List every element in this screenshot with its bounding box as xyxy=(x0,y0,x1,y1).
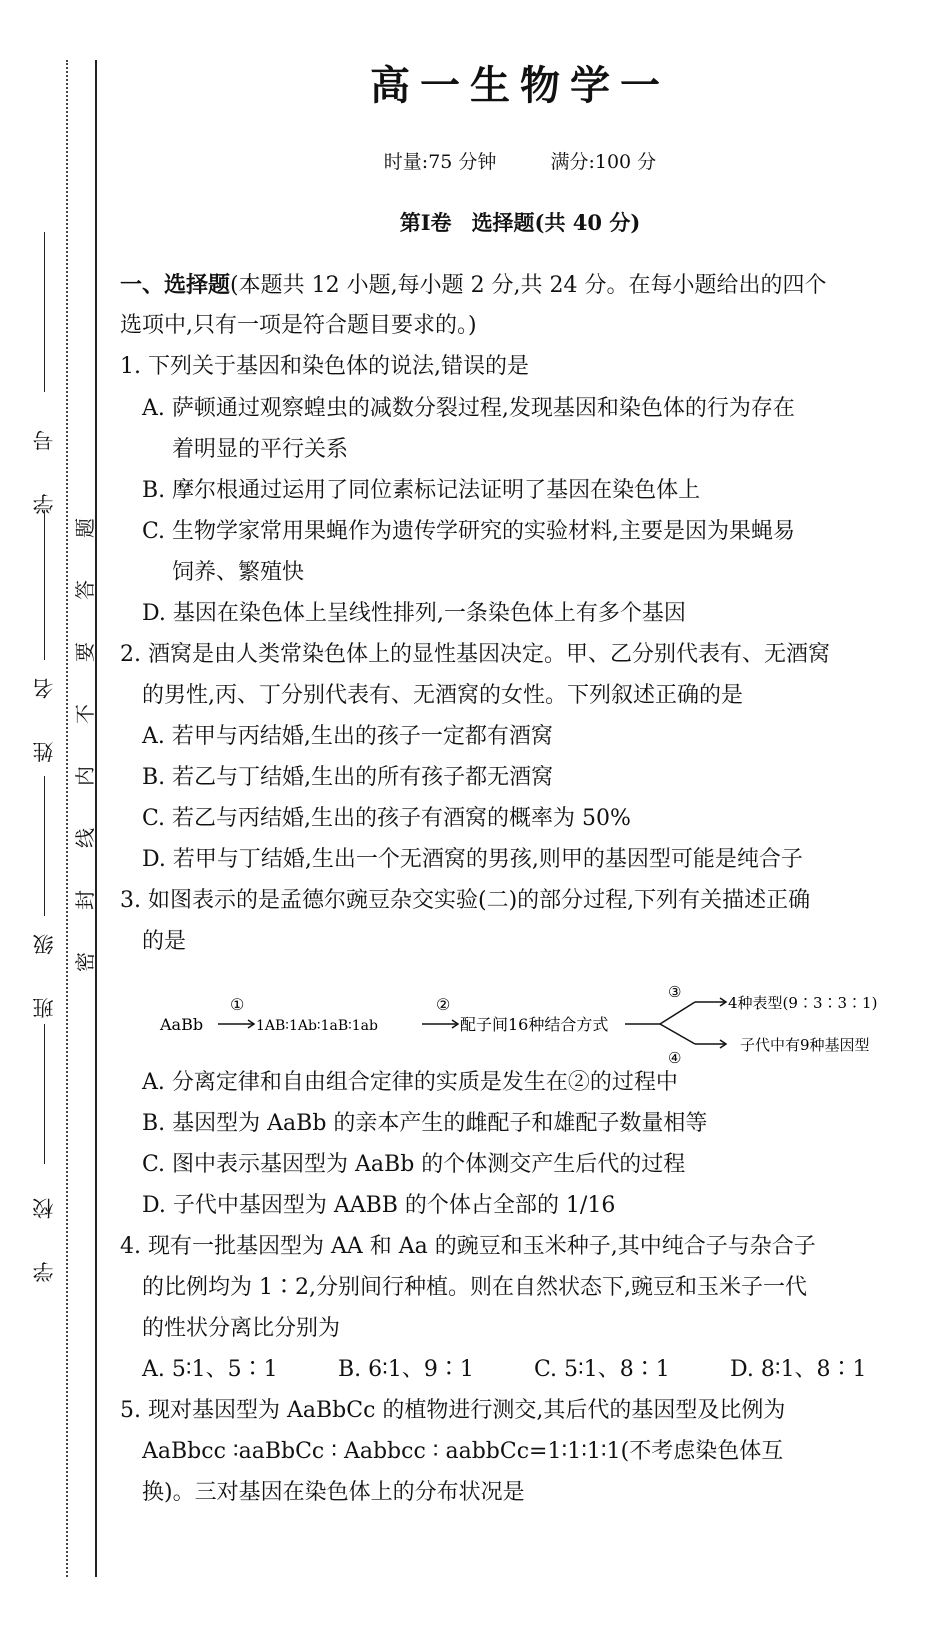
seal-char: 内 xyxy=(73,766,97,786)
class-fill-line xyxy=(44,776,45,916)
seal-char: 密 xyxy=(73,952,97,972)
q1-stem: 1. 下列关于基因和染色体的说法,错误的是 xyxy=(120,354,529,379)
q2-stem-cont: 的男性,丙、丁分别代表有、无酒窝的女性。下列叙述正确的是 xyxy=(142,683,743,708)
q1-option-a-cont: 着明显的平行关系 xyxy=(172,437,349,462)
diagram-step-4: ④ xyxy=(668,1049,682,1065)
q2-option-b: B. 若乙与丁结婚,生出的所有孩子都无酒窝 xyxy=(142,765,554,790)
q2-option-a: A. 若甲与丙结婚,生出的孩子一定都有酒窝 xyxy=(142,724,553,749)
section-desc-cont: 选项中,只有一项是符合题目要求的。) xyxy=(120,313,477,338)
q3-option-c: C. 图中表示基因型为 AaBb 的个体测交产生后代的过程 xyxy=(142,1152,686,1177)
seal-char: 不 xyxy=(73,704,97,724)
branch-up xyxy=(660,1002,695,1024)
section-intro xyxy=(120,272,827,299)
q4-option-a: A. 5∶1、5∶1 xyxy=(142,1357,278,1382)
q4-stem: 4. 现有一批基因型为 AA 和 Aa 的豌豆和玉米种子,其中纯合子与杂合子 xyxy=(120,1234,816,1259)
student-id-label: 学 号 xyxy=(32,412,56,515)
q4-option-d: D. 8∶1、8∶1 xyxy=(730,1357,867,1382)
name-label: 姓 名 xyxy=(32,660,56,763)
time-limit: 时量:75 分钟 xyxy=(383,151,497,173)
branch-down xyxy=(660,1024,695,1044)
volume-label: 第Ⅰ卷 xyxy=(399,210,452,235)
diagram-gametes: 1AB∶1Ab∶1aB∶1ab xyxy=(256,1018,378,1034)
binding-solid-line xyxy=(95,60,97,1577)
q4-stem-cont-2: 的性状分离比分别为 xyxy=(142,1316,341,1341)
q4-stem-cont: 的比例均为 1∶2,分别间行种植。则在自然状态下,豌豆和玉米子一代 xyxy=(142,1275,807,1300)
binding-dotted-line xyxy=(66,60,68,1577)
q5-stem-cont: AaBbcc ∶aaBbCc ∶ Aabbcc ∶ aabbCc=1∶1∶1∶1(不考虑染色体互 xyxy=(142,1439,784,1464)
class-label: 班 级 xyxy=(32,916,56,1019)
q2-option-d: D. 若甲与丁结婚,生出一个无酒窝的男孩,则甲的基因型可能是纯合子 xyxy=(142,847,803,872)
volume-heading xyxy=(120,207,920,237)
school-label: 学 校 xyxy=(32,1180,56,1283)
q3-stem: 3. 如图表示的是孟德尔豌豆杂交实验(二)的部分过程,下列有关描述正确 xyxy=(120,888,811,913)
exam-meta xyxy=(120,147,920,174)
q3-option-b: B. 基因型为 AaBb 的亲本产生的雌配子和雄配子数量相等 xyxy=(142,1111,708,1136)
q3-cross-diagram xyxy=(150,985,910,1065)
volume-desc: 选择题(共 40 分) xyxy=(471,210,641,235)
student-id-fill-line xyxy=(44,232,45,392)
q1-option-d: D. 基因在染色体上呈线性排列,一条染色体上有多个基因 xyxy=(142,601,686,626)
q1-option-b: B. 摩尔根通过运用了同位素标记法证明了基因在染色体上 xyxy=(142,478,701,503)
seal-char: 封 xyxy=(73,890,97,910)
full-score: 满分:100 分 xyxy=(550,151,657,173)
seal-char: 线 xyxy=(73,828,97,848)
diagram-phenotypes: 4种表型(9∶3∶3∶1) xyxy=(728,994,878,1012)
q1-option-c-cont: 饲养、繁殖快 xyxy=(172,560,305,585)
q3-option-a: A. 分离定律和自由组合定律的实质是发生在②的过程中 xyxy=(142,1070,678,1095)
q3-option-d: D. 子代中基因型为 AABB 的个体占全部的 1/16 xyxy=(142,1193,616,1218)
seal-char: 题 xyxy=(73,518,97,538)
diagram-genotypes: 子代中有9种基因型 xyxy=(740,1036,870,1054)
diagram-step-3: ③ xyxy=(668,985,682,1001)
section-head: 一、选择题 xyxy=(120,272,231,298)
diagram-combinations: 配子间16种结合方式 xyxy=(460,1015,609,1034)
q4-option-c: C. 5∶1、8∶1 xyxy=(534,1357,670,1382)
diagram-step-1: ① xyxy=(230,995,245,1014)
page-title: 高一生物学一 xyxy=(370,62,670,109)
diagram-parent-genotype: AaBb xyxy=(160,1015,204,1034)
q2-stem: 2. 酒窝是由人类常染色体上的显性基因决定。甲、乙分别代表有、无酒窝 xyxy=(120,642,830,667)
q2-option-c: C. 若乙与丙结婚,生出的孩子有酒窝的概率为 50% xyxy=(142,806,631,831)
school-fill-line xyxy=(44,1024,45,1164)
seal-char: 答 xyxy=(73,580,97,600)
section-desc: (本题共 12 小题,每小题 2 分,共 24 分。在每小题给出的四个 xyxy=(230,273,827,298)
diagram-step-2: ② xyxy=(436,995,451,1014)
q1-option-a: A. 萨顿通过观察蝗虫的减数分裂过程,发现基因和染色体的行为存在 xyxy=(142,396,795,421)
seal-char: 要 xyxy=(73,642,97,662)
q3-stem-cont: 的是 xyxy=(142,929,187,954)
q5-stem: 5. 现对基因型为 AaBbCc 的植物进行测交,其后代的基因型及比例为 xyxy=(120,1398,786,1423)
q4-option-b: B. 6∶1、9∶1 xyxy=(338,1357,474,1382)
q1-option-c: C. 生物学家常用果蝇作为遗传学研究的实验材料,主要是因为果蝇易 xyxy=(142,519,796,544)
name-fill-line xyxy=(44,510,45,660)
q5-stem-cont-2: 换)。三对基因在染色体上的分布状况是 xyxy=(142,1480,525,1505)
q4-options xyxy=(142,1357,867,1383)
